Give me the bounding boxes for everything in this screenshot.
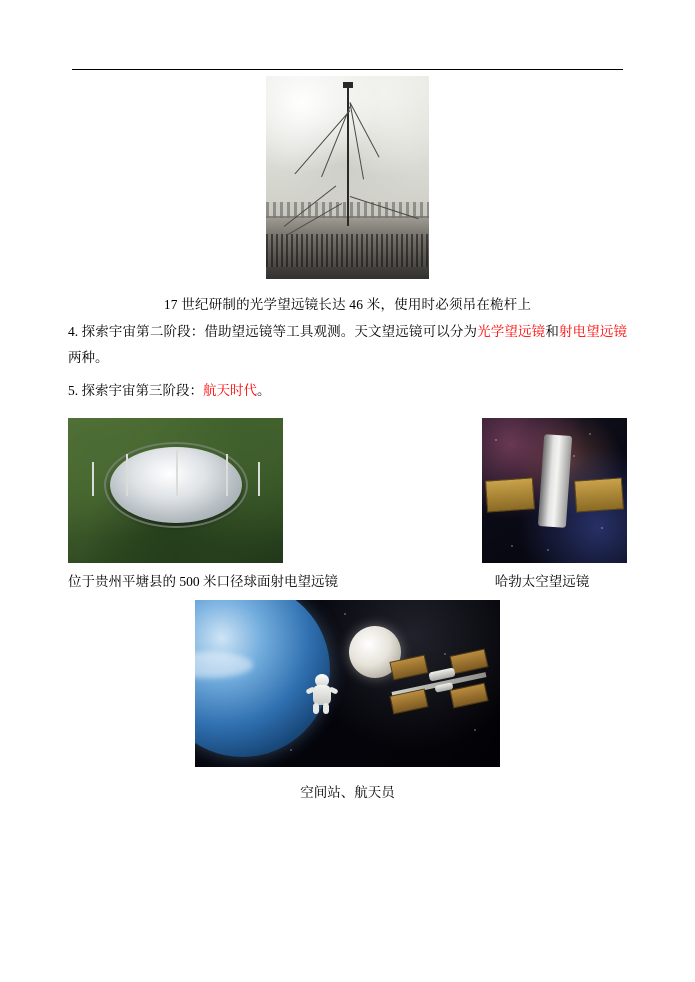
earth-cloud-band (195, 652, 253, 678)
hubble-solar-panel-left (485, 477, 535, 512)
paragraph-segment-highlight: 光学望远镜 (477, 324, 546, 339)
station-solar-panel (449, 648, 488, 674)
figure-3-caption: 哈勃太空望远镜 (494, 573, 590, 589)
fast-support-tower (126, 454, 128, 496)
fast-support-tower (92, 462, 94, 496)
paragraph-segment: 。 (257, 382, 271, 398)
figure-row (68, 418, 627, 563)
figure-row-captions (68, 570, 627, 590)
engraving-crowd (266, 234, 429, 266)
fast-support-tower (176, 450, 178, 496)
station-solar-panel (449, 682, 488, 708)
fast-support-tower (226, 454, 228, 496)
paragraph-segment-highlight: 航天时代 (203, 382, 257, 398)
paragraph-segment: 4. 探索宇宙第二阶段：借助望远镜等工具观测。天文望远镜可以分为 (68, 324, 478, 339)
paragraph-segment: 两种。 (68, 350, 109, 366)
figure-2-caption: 位于贵州平塘县的 500 米口径球面射电望远镜 (68, 573, 338, 589)
hubble-space-telescope (482, 418, 627, 563)
paragraph-stage-two (68, 319, 627, 372)
header-rule (72, 69, 623, 70)
space-station (391, 652, 487, 720)
17th-century-aerial-telescope-engraving (266, 76, 429, 279)
astronaut-leg (313, 703, 319, 714)
astronaut-suit (313, 685, 331, 705)
station-solar-panel (389, 654, 428, 680)
paragraph-segment: 和 (545, 324, 559, 339)
figure-4-caption: 空间站、航天员 (300, 784, 395, 800)
document-content (68, 76, 627, 801)
fast-radio-telescope-guizhou (68, 418, 283, 563)
figure-1-container (68, 76, 627, 313)
hubble-telescope-body (537, 434, 571, 528)
paragraph-segment: 5. 探索宇宙第三阶段： (68, 382, 203, 398)
space-station-and-astronaut (195, 600, 500, 767)
figure-4-container (68, 600, 627, 801)
engraving-mast-top (343, 82, 353, 88)
hubble-solar-panel-right (574, 477, 624, 512)
paragraph-segment-highlight: 射电望远镜 (558, 324, 628, 339)
fast-support-tower (258, 462, 260, 496)
paragraph-stage-three (68, 378, 627, 404)
figure-1-caption: 17 世纪研制的光学望远镜长达 46 米，使用时必须吊在桅杆上 (163, 297, 532, 312)
astronaut-leg (323, 703, 329, 714)
astronaut-figure (309, 674, 335, 714)
